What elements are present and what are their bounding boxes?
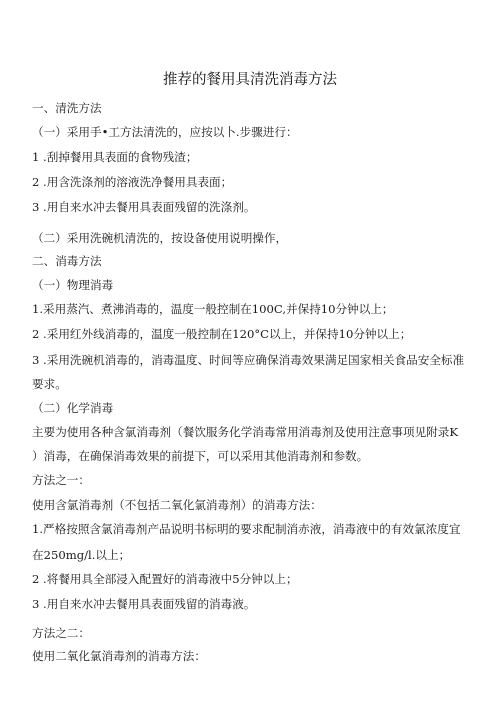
manual-step-2: 2 .用含洗涤剂的溶液洗净餐用具表面； bbox=[32, 175, 233, 189]
physical-step-3-cont: 要求。 bbox=[32, 377, 67, 391]
method-one-title: 使用含氯消毒剂（不包括二氧化氯消毒剂）的消毒方法： bbox=[32, 498, 322, 512]
heading-disinfection-methods: 二、消毒方法 bbox=[32, 254, 102, 268]
page-title: 推荐的餐用具清洗消毒方法 bbox=[163, 72, 337, 88]
manual-step-1: 1 .刮掉餐用具表面的食物残渣； bbox=[32, 150, 198, 164]
subheading-chemical-disinfection: （二）化学消毒 bbox=[32, 401, 114, 415]
method-one-step-1: 1.严格按照含氯消毒剂产品说明书标明的要求配制消赤液，消毒液中的有效氯浓度宜 bbox=[32, 522, 461, 536]
subheading-dishwasher-cleaning: （二）采用洗碗机清洗的，按设备使用说明操作， bbox=[32, 231, 288, 245]
physical-step-1: 1.采用蒸汽、煮沸消毒的，温度一般控制在100C,并保持10分钟以上； bbox=[32, 302, 394, 316]
method-one-label: 方法之一： bbox=[32, 473, 90, 487]
method-one-step-3: 3 .用自来水冲去餐用具表面残留的消毒液。 bbox=[32, 597, 256, 611]
method-one-step-1-cont: 在250mg/l.以上； bbox=[32, 548, 131, 562]
chemical-intro-cont: ）消毒，在确保消毒效果的前提下，可以采用其他消毒剂和参数。 bbox=[32, 449, 369, 463]
method-two-title: 使用二氧化氯消毒剂的消毒方法： bbox=[32, 649, 206, 663]
manual-step-3: 3 .用自来水冲去餐用具表面残留的洗涤剂。 bbox=[32, 200, 256, 214]
physical-step-3: 3 .采用洗碗机消毒的，消毒温度、时间等应确保消毒效果满足国家相关食品安全标准 bbox=[32, 353, 465, 367]
heading-cleaning-methods: 一、清洗方法 bbox=[32, 101, 102, 115]
method-one-step-2: 2 .将餐用具全部浸入配置好的消毒液中5分钟以上； bbox=[32, 572, 298, 586]
physical-step-2: 2 .采用红外线消毒的，温度一般控制在120°C以上，并保持10分钟以上； bbox=[32, 327, 412, 341]
method-two-label: 方法之二： bbox=[32, 626, 90, 640]
chemical-intro: 主要为使用各种含氯消毒剂（餐饮服务化学消毒常用消毒剂及使用注意事项见附录K bbox=[32, 425, 459, 439]
subheading-physical-disinfection: （一）物理消毒 bbox=[32, 278, 114, 292]
subheading-manual-cleaning: （一）采用手•工方法清洗的，应按以卜.步骤进行： bbox=[32, 125, 298, 139]
